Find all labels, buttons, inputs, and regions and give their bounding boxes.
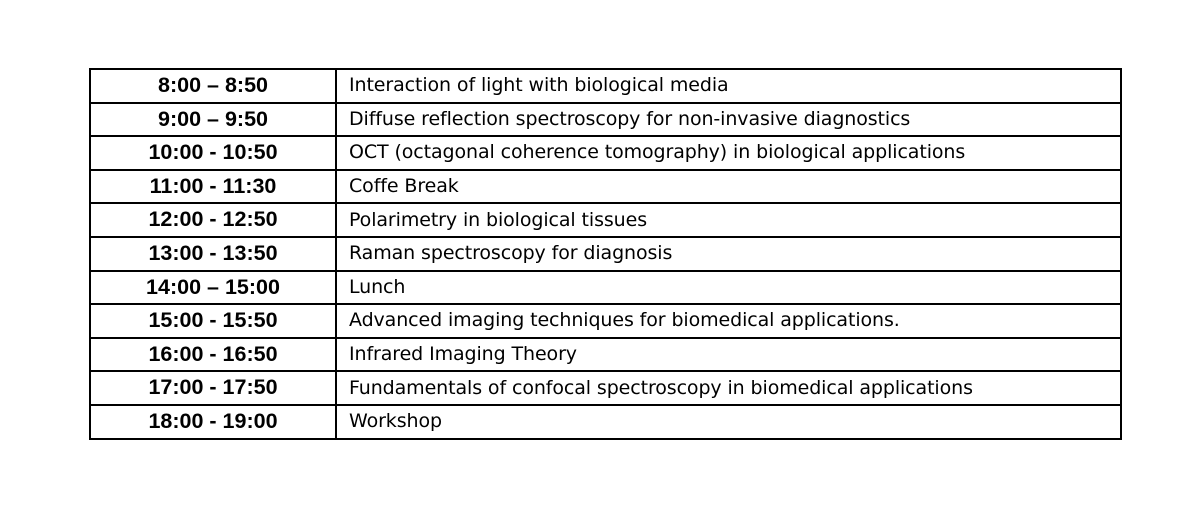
time-cell: 11:00 - 11:30 (90, 170, 336, 204)
time-cell: 12:00 - 12:50 (90, 203, 336, 237)
session-title-cell: Interaction of light with biological media (336, 69, 1121, 103)
session-title-cell: OCT (octagonal coherence tomography) in biological applications (336, 136, 1121, 170)
time-cell: 16:00 - 16:50 (90, 338, 336, 372)
session-title-cell: Fundamentals of confocal spectroscopy in biomedical applications (336, 371, 1121, 405)
session-title-cell: Advanced imaging techniques for biomedical applications. (336, 304, 1121, 338)
session-title-cell: Diffuse reflection spectroscopy for non-invasive diagnostics (336, 103, 1121, 137)
table-row (90, 304, 1121, 338)
table-row (90, 170, 1121, 204)
session-title-cell: Lunch (336, 271, 1121, 305)
table-row (90, 69, 1121, 103)
session-title-cell: Coffe Break (336, 170, 1121, 204)
table-row (90, 203, 1121, 237)
schedule-table (89, 68, 1122, 440)
time-cell: 14:00 – 15:00 (90, 271, 336, 305)
time-cell: 18:00 - 19:00 (90, 405, 336, 439)
time-cell: 17:00 - 17:50 (90, 371, 336, 405)
table-row (90, 136, 1121, 170)
session-title-cell: Raman spectroscopy for diagnosis (336, 237, 1121, 271)
table-row (90, 237, 1121, 271)
table-row (90, 405, 1121, 439)
table-row (90, 338, 1121, 372)
session-title-cell: Polarimetry in biological tissues (336, 203, 1121, 237)
table-row (90, 103, 1121, 137)
time-cell: 13:00 - 13:50 (90, 237, 336, 271)
time-cell: 15:00 - 15:50 (90, 304, 336, 338)
time-cell: 10:00 - 10:50 (90, 136, 336, 170)
schedule-body (90, 69, 1121, 439)
time-cell: 9:00 – 9:50 (90, 103, 336, 137)
table-row (90, 271, 1121, 305)
table-row (90, 371, 1121, 405)
session-title-cell: Workshop (336, 405, 1121, 439)
session-title-cell: Infrared Imaging Theory (336, 338, 1121, 372)
time-cell: 8:00 – 8:50 (90, 69, 336, 103)
